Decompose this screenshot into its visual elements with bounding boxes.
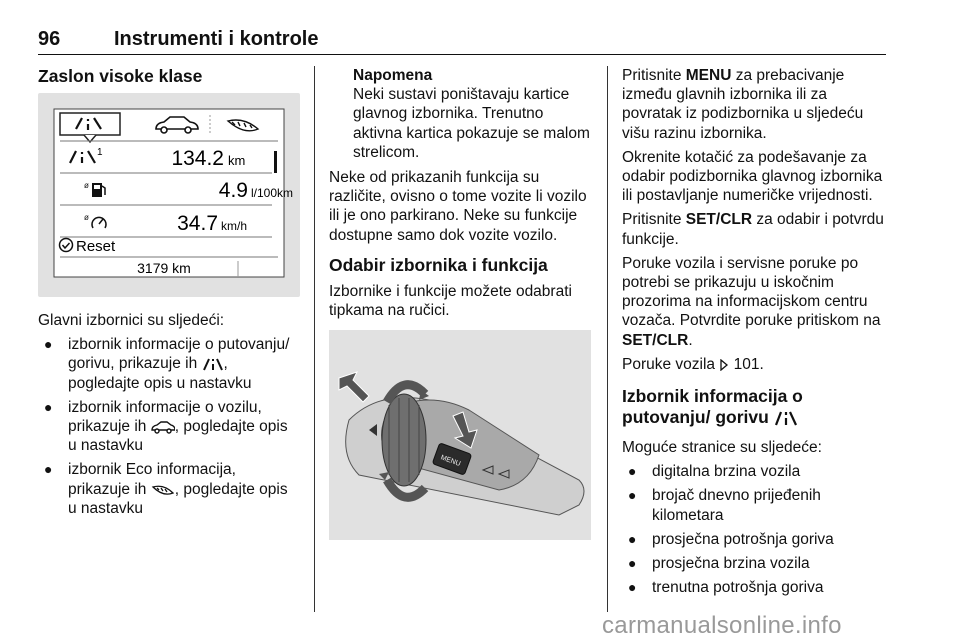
list-item: ● prosječna potrošnja goriva xyxy=(622,530,888,549)
main-menus-list xyxy=(38,335,300,518)
paragraph: Poruke vozila i servisne poruke po potrebi se prikazuju u iskočnim prozorima na informacijskom centru vozača. Potvrdite poruke pritiskom na SET/CLR. xyxy=(622,254,881,349)
column-1 xyxy=(38,66,300,523)
page-header xyxy=(38,28,886,55)
page-number: 96 xyxy=(38,28,61,50)
trip-icon xyxy=(774,410,798,426)
section-heading-selection: Odabir izbornika i funkcija xyxy=(329,254,548,275)
column-divider xyxy=(314,66,315,612)
main-menus-intro: Glavni izbornici su sljedeći: xyxy=(38,312,225,329)
trip-superscript: 1 xyxy=(97,147,103,158)
paragraph: Pritisnite MENU za prebacivanje između glavnih izbornika ili za povratak iz podizbornika u sljedeću višu razinu izbornika. xyxy=(622,67,864,142)
trip-icon xyxy=(202,357,224,371)
paragraph: Neke od prikazanih funkcija su različite, ovisno o tome vozite li vozilo ili je ono parkirano. Neke su funkcije dostupne samo dok vozite vozilo. xyxy=(329,169,587,244)
note-label: Napomena xyxy=(353,67,433,84)
eco-leaf-icon xyxy=(151,483,175,497)
menu-button-label: MENU xyxy=(439,454,462,469)
page-reference-icon xyxy=(719,359,729,371)
car-icon xyxy=(151,420,175,434)
steering-lever-figure xyxy=(329,330,591,540)
average-speed-value: 34.7 xyxy=(177,212,218,235)
fuel-consumption-unit: l/100km xyxy=(251,186,294,200)
list-item: ● izbornik Eco informacija, prikazuje ih , pogledajte opis u nastavku xyxy=(38,460,300,518)
average-speed-unit: km/h xyxy=(221,219,248,233)
svg-text:ø: ø xyxy=(84,213,89,222)
check-circle-icon xyxy=(60,239,73,252)
column-3 xyxy=(622,66,888,602)
list-item: ● digitalna brzina vozila xyxy=(622,462,888,481)
section-heading-display: Zaslon visoke klase xyxy=(38,66,203,86)
running-title: Instrumenti i kontrole xyxy=(114,28,319,50)
list-item: ● brojač dnevno prijeđenih kilometara xyxy=(622,486,888,524)
column-2 xyxy=(329,66,591,540)
watermark: carmanualsonline.info xyxy=(602,612,842,639)
odometer-value: 3179 km xyxy=(137,260,191,276)
svg-text:ø: ø xyxy=(84,181,89,190)
paragraph: Izbornike i funkcije možete odabrati tipkama na ručici. xyxy=(329,282,572,320)
pages-list xyxy=(622,462,888,597)
pages-intro: Moguće stranice su sljedeće: xyxy=(622,439,822,457)
reset-label: Reset xyxy=(76,238,116,255)
list-item: ● trenutna potrošnja goriva xyxy=(622,578,888,597)
paragraph: Okrenite kotačić za podešavanje za odabir podizbornika glavnog izbornika ili postavljanje numeričke vrijednosti. xyxy=(622,148,883,205)
paragraph: Pritisnite SET/CLR za odabir i potvrdu funkcije. xyxy=(622,211,884,248)
paragraph: Poruke vozila 101. xyxy=(622,355,764,373)
list-item: ● izbornik informacije o vozilu, prikazuje ih , pogledajte opis u nastavku xyxy=(38,398,300,456)
note-text: Neki sustavi poništavaju kartice glavnog izbornika. Trenutno aktivna kartica pokazuje se malom strelicom. xyxy=(353,86,590,161)
trip-distance-unit: km xyxy=(228,153,246,168)
note-box xyxy=(329,66,591,162)
fuel-consumption-value: 4.9 xyxy=(218,179,248,202)
scrollbar-thumb xyxy=(274,151,277,173)
section-heading-trip-menu: Izbornik informacija o putovanju/ gorivu xyxy=(622,386,803,428)
trip-distance-value: 134.2 xyxy=(171,147,224,170)
instrument-display-figure xyxy=(38,93,300,297)
list-item: ● izbornik informacije o putovanju/ gorivu, prikazuje ih , pogledajte opis u nastavku xyxy=(38,335,300,393)
column-divider xyxy=(607,66,608,612)
list-item: ● prosječna brzina vozila xyxy=(622,554,888,573)
